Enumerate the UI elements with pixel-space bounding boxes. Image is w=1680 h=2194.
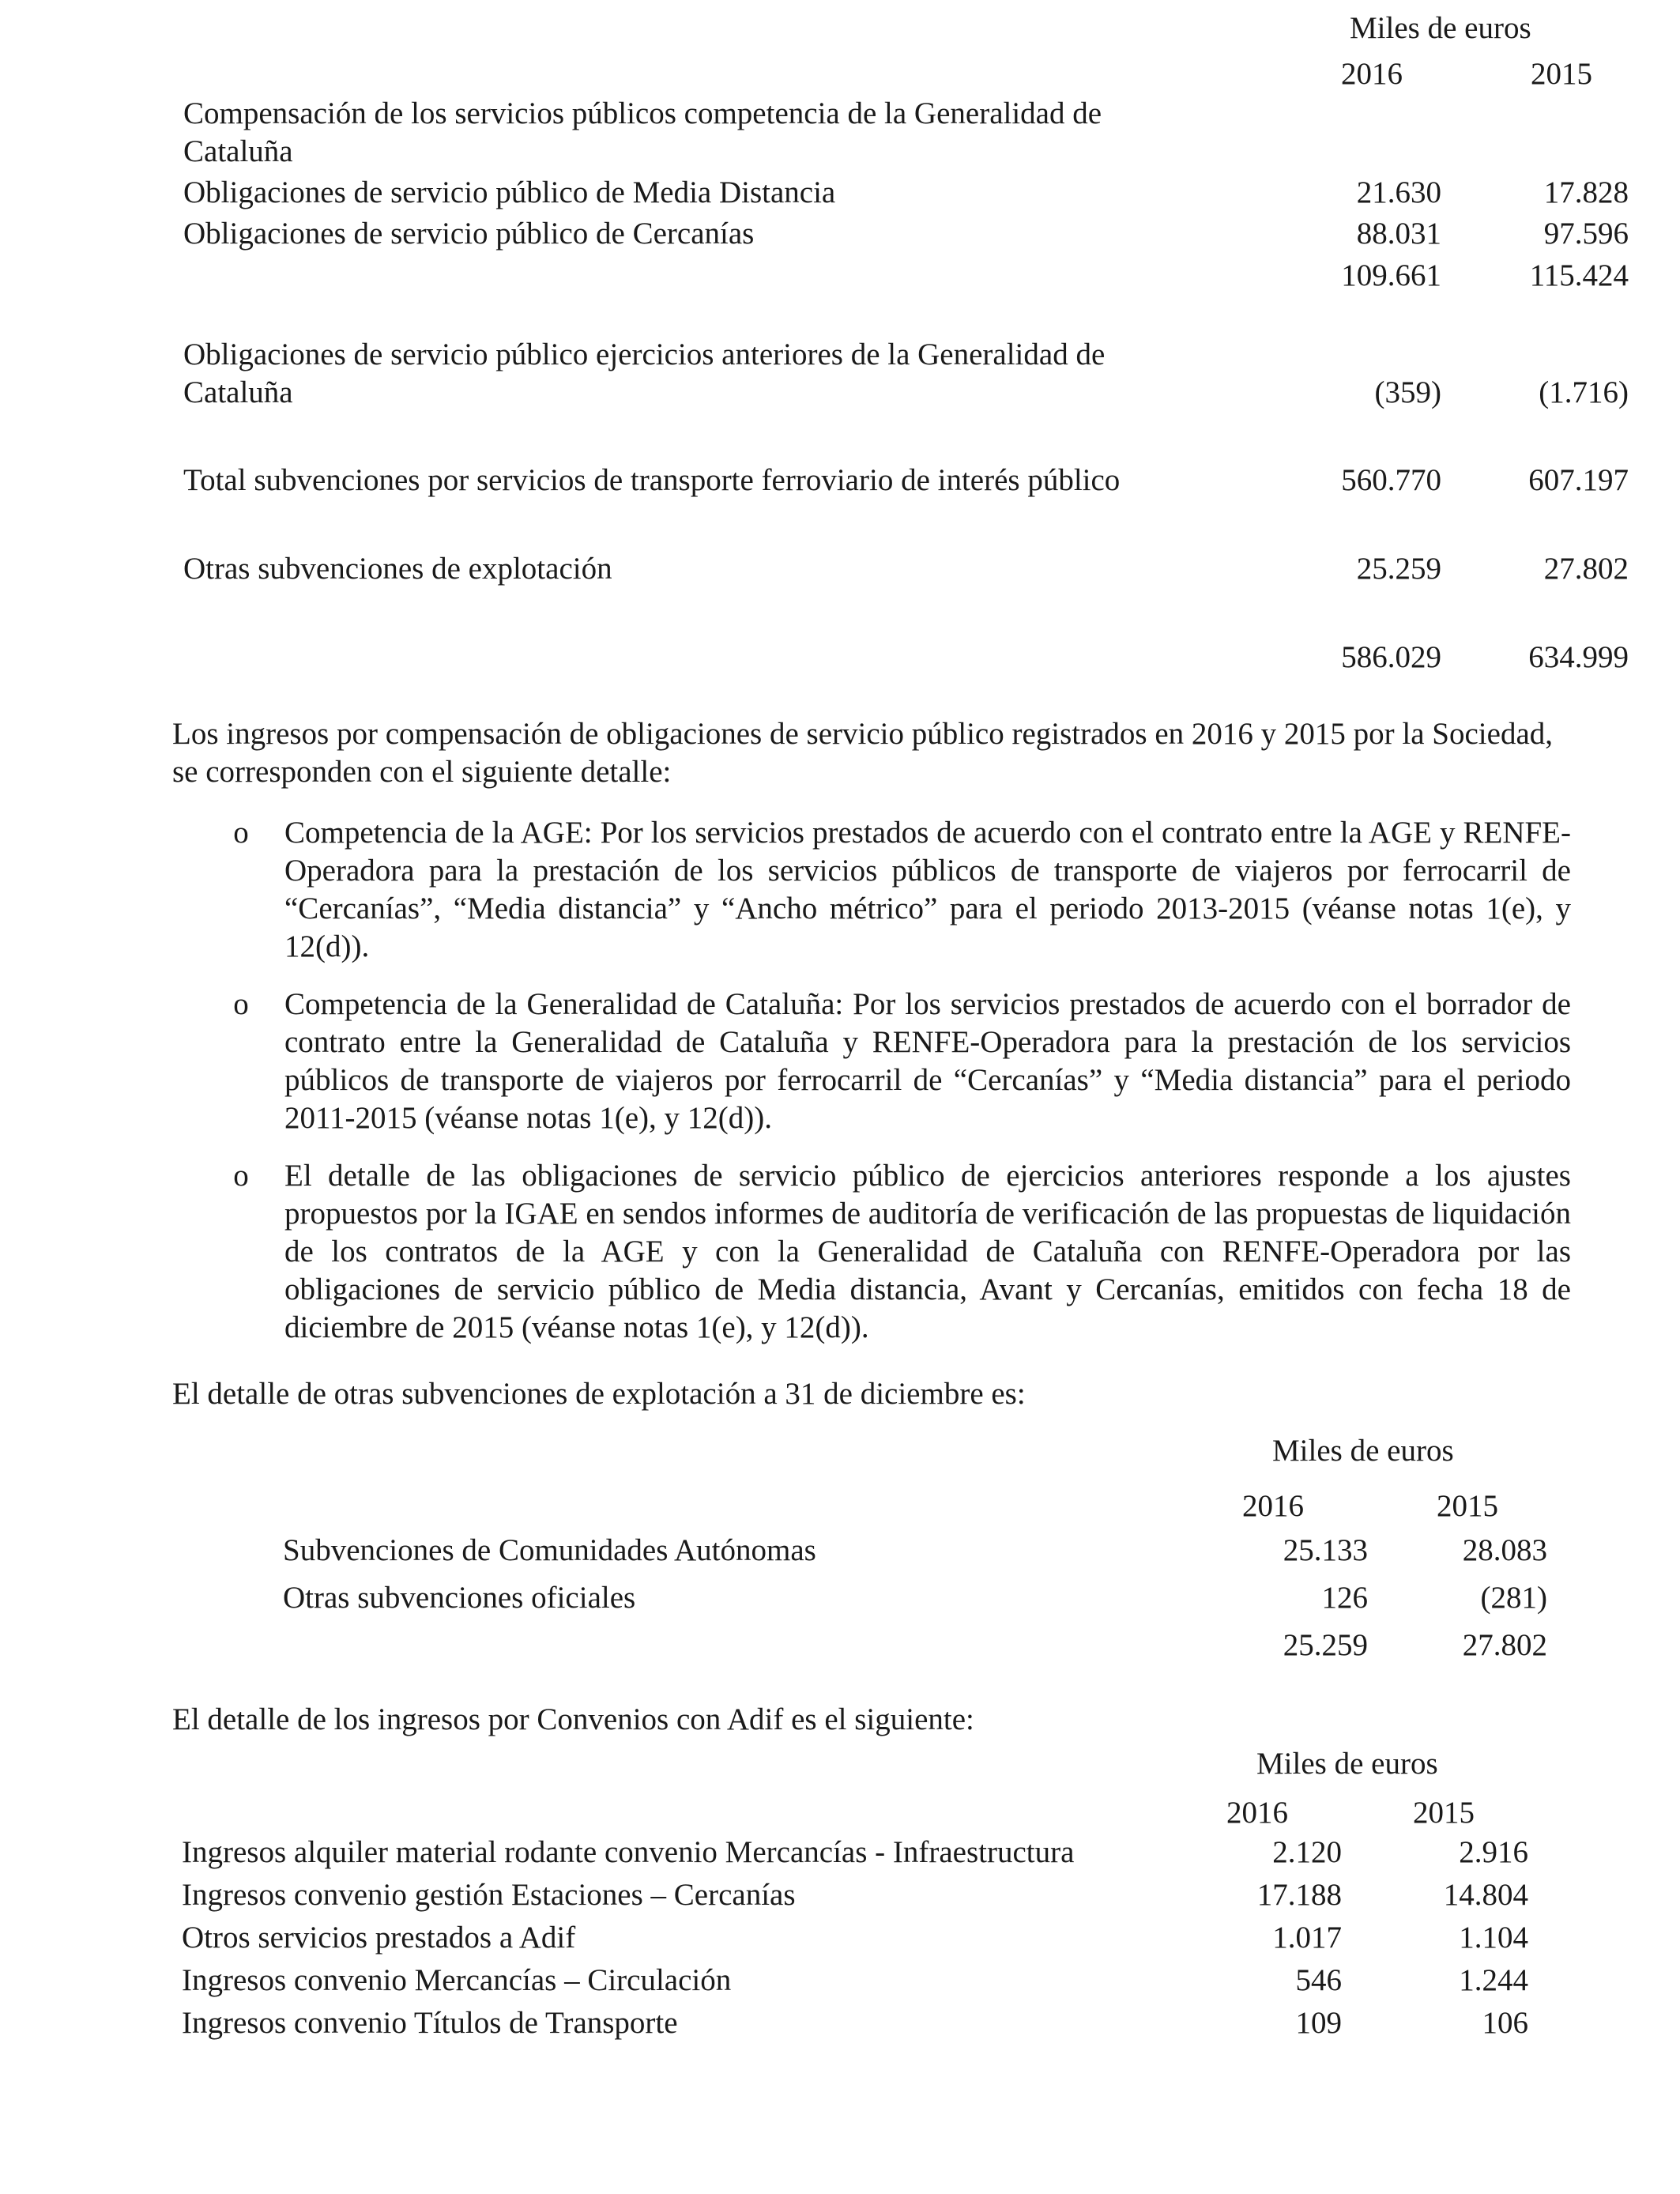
table2-year-2016-header: 2016 [1242, 1489, 1304, 1523]
total-2015: 634.999 [1528, 640, 1629, 674]
table2-unit-header: Miles de euros [1272, 1434, 1454, 1468]
value-2015: 14.804 [1443, 1878, 1528, 1912]
intro-paragraph: Los ingresos por compensación de obligaciones de servicio público registrados en 2016 y 2015 por la Sociedad, se corresponden con el siguiente detalle: [172, 717, 1554, 789]
row-label: Otros servicios prestados a Adif [182, 1921, 576, 1955]
total-2016: 25.259 [1283, 1628, 1368, 1662]
table1-section-title: Compensación de los servicios públicos competencia de la Generalidad de Cataluña [183, 96, 1102, 168]
value-2015: 28.083 [1462, 1533, 1547, 1567]
value-2016: 88.031 [1356, 217, 1441, 251]
value-2015: 17.828 [1543, 175, 1629, 209]
value-2015: 27.802 [1543, 552, 1629, 586]
row-label: Otras subvenciones de explotación [183, 552, 612, 586]
value-2016: 109 [1295, 2006, 1342, 2040]
subtotal-2015: 115.424 [1529, 258, 1629, 292]
value-2015: (1.716) [1539, 375, 1629, 409]
value-2016: 1.017 [1272, 1921, 1342, 1955]
table2-year-2015-header: 2015 [1437, 1489, 1498, 1523]
value-2016: 25.133 [1283, 1533, 1368, 1567]
row-label: Ingresos convenio Mercancías – Circulación [182, 1963, 732, 1997]
total-2015: 27.802 [1462, 1628, 1547, 1662]
value-2016: 17.188 [1256, 1878, 1342, 1912]
total-2016: 586.029 [1341, 640, 1441, 674]
value-2015: 106 [1482, 2006, 1528, 2040]
row-label: Otras subvenciones oficiales [283, 1581, 636, 1615]
table1-unit-header: Miles de euros [1350, 11, 1531, 45]
value-2015: 607.197 [1528, 463, 1629, 497]
row-label: Subvenciones de Comunidades Autónomas [283, 1533, 816, 1567]
value-2015: 1.244 [1459, 1963, 1528, 1997]
row-label: Ingresos convenio gestión Estaciones – Cercanías [182, 1878, 796, 1912]
row-label: Total subvenciones por servicios de transporte ferroviario de interés público [183, 463, 1121, 497]
table3-year-2015-header: 2015 [1413, 1796, 1475, 1830]
row-label: Obligaciones de servicio público ejercicios anteriores de la Generalidad de Cataluña [183, 337, 1106, 409]
table2-intro: El detalle de otras subvenciones de explotación a 31 de diciembre es: [172, 1377, 1026, 1411]
table3-year-2016-header: 2016 [1226, 1796, 1288, 1830]
subtotal-2016: 109.661 [1341, 258, 1441, 292]
table1-year-2016-header: 2016 [1341, 57, 1403, 91]
value-2016: (359) [1374, 375, 1441, 409]
bullet-text: El detalle de las obligaciones de servicio público de ejercicios anteriores responde a los ajustes propuestos por la IGAE en sendos informes de auditoría de verificación de las propuestas de liquidación de los contratos de la AGE y con la Generalidad de Cataluña con RENFE-Operadora por las obligaciones de servicio público de Media distancia, Avant y Cercanías, emitidos con fecha 18 de diciembre de 2015 (véanse notas 1(e), y 12(d)). [284, 1159, 1571, 1344]
bullet-marker: o [233, 987, 249, 1021]
value-2015: 1.104 [1459, 1921, 1528, 1955]
value-2016: 126 [1321, 1581, 1368, 1615]
value-2016: 546 [1295, 1963, 1342, 1997]
table3-intro: El detalle de los ingresos por Convenios con Adif es el siguiente: [172, 1702, 974, 1736]
value-2015: (281) [1480, 1581, 1547, 1615]
row-label: Ingresos convenio Títulos de Transporte [182, 2006, 678, 2040]
row-label: Obligaciones de servicio público de Cercanías [183, 217, 755, 251]
value-2016: 560.770 [1341, 463, 1441, 497]
table3-unit-header: Miles de euros [1256, 1747, 1438, 1781]
value-2016: 25.259 [1356, 552, 1441, 586]
value-2015: 2.916 [1459, 1835, 1528, 1869]
bullet-text: Competencia de la Generalidad de Cataluña: Por los servicios prestados de acuerdo con el borrador de contrato entre la Generalidad de Cataluña y RENFE-Operadora para la prestación de los servicios públicos de transporte de viajeros por ferrocarril de “Cercanías” y “Media distancia” para el periodo 2011-2015 (véanse notas 1(e), y 12(d)). [284, 987, 1571, 1135]
bullet-marker: o [233, 816, 249, 850]
bullet-text: Competencia de la AGE: Por los servicios prestados de acuerdo con el contrato entre la AGE y RENFE-Operadora para la prestación de los servicios públicos de transporte de viajeros por ferrocarril de “Cercanías”, “Media distancia” y “Ancho métrico” para el periodo 2013-2015 (véanse notas 1(e), y 12(d)). [284, 816, 1571, 963]
value-2016: 2.120 [1272, 1835, 1342, 1869]
table1-year-2015-header: 2015 [1531, 57, 1592, 91]
value-2016: 21.630 [1356, 175, 1441, 209]
bullet-marker: o [233, 1159, 249, 1193]
row-label: Ingresos alquiler material rodante convenio Mercancías - Infraestructura [182, 1835, 1075, 1869]
value-2015: 97.596 [1543, 217, 1629, 251]
row-label: Obligaciones de servicio público de Media Distancia [183, 175, 836, 209]
